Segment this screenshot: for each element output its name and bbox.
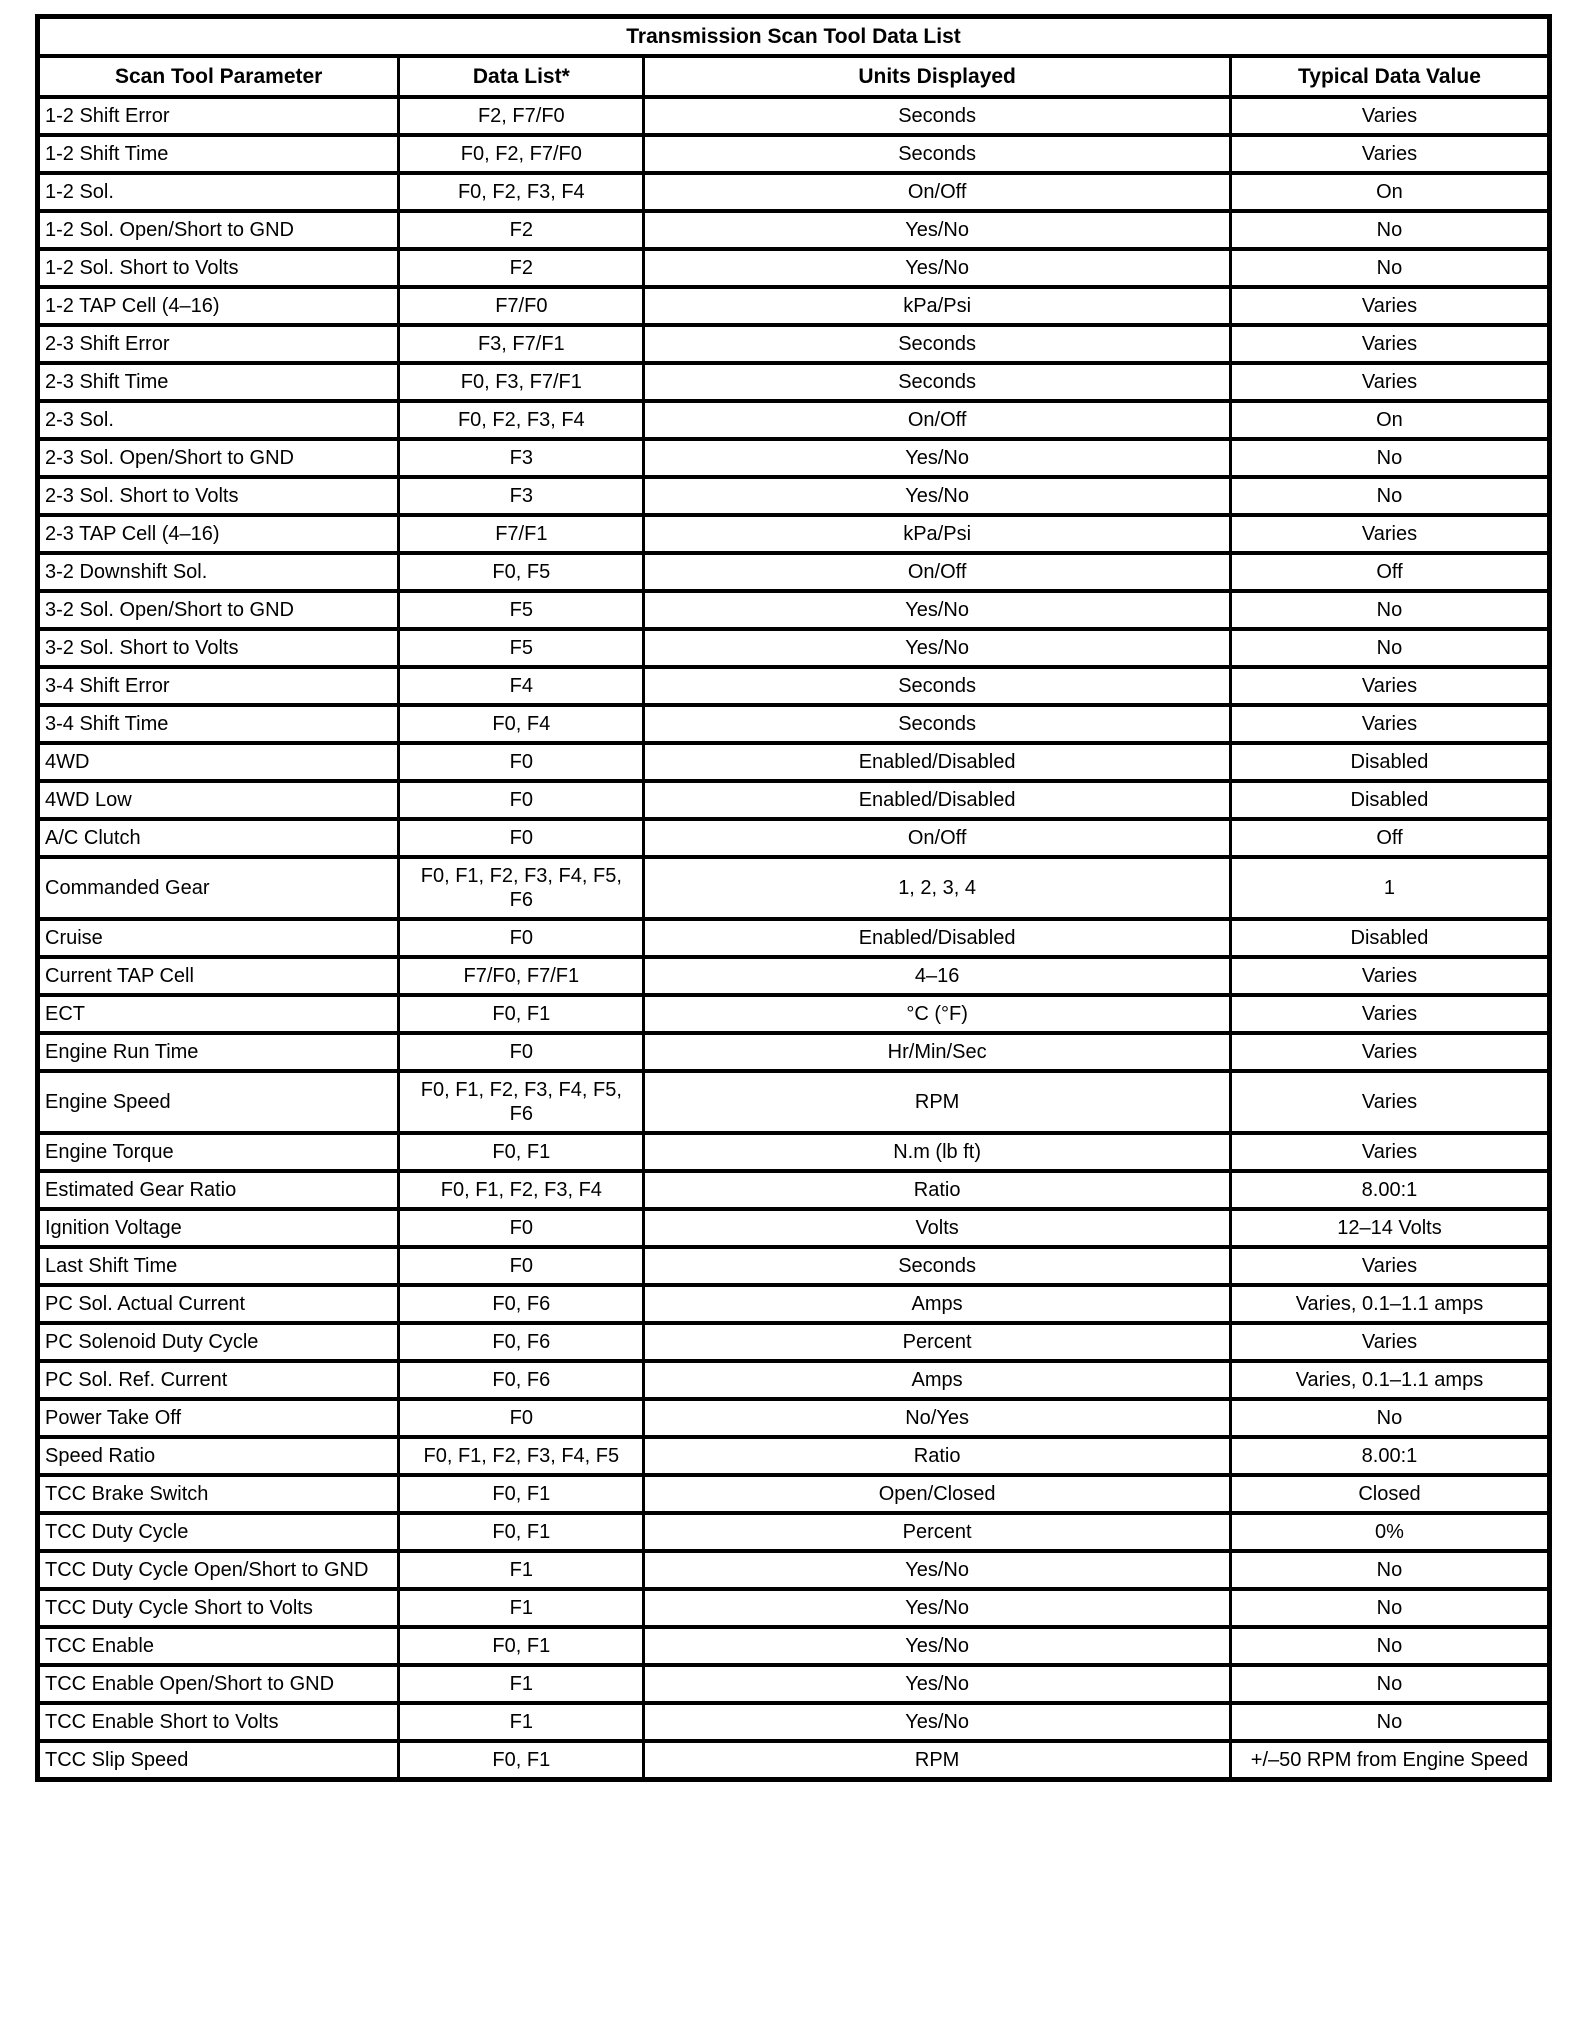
cell-units-displayed: Volts: [644, 1209, 1231, 1247]
cell-scan-tool-parameter: Last Shift Time: [38, 1247, 399, 1285]
cell-typical-data-value: Varies: [1230, 1323, 1549, 1361]
cell-data-list: F0, F1, F2, F3, F4, F5, F6: [399, 857, 644, 919]
cell-scan-tool-parameter: 3-4 Shift Error: [38, 667, 399, 705]
cell-typical-data-value: No: [1230, 1703, 1549, 1741]
cell-data-list: F0, F1: [399, 1741, 644, 1780]
table-row: [38, 1361, 1550, 1399]
cell-scan-tool-parameter: 2-3 Sol.: [38, 401, 399, 439]
table-row: [38, 1323, 1550, 1361]
cell-units-displayed: Ratio: [644, 1171, 1231, 1209]
cell-units-displayed: N.m (lb ft): [644, 1133, 1231, 1171]
cell-typical-data-value: Varies: [1230, 325, 1549, 363]
cell-data-list: F7/F1: [399, 515, 644, 553]
cell-data-list: F0, F6: [399, 1361, 644, 1399]
cell-typical-data-value: Varies: [1230, 667, 1549, 705]
table-row: [38, 211, 1550, 249]
cell-data-list: F3, F7/F1: [399, 325, 644, 363]
cell-data-list: F0, F1: [399, 1133, 644, 1171]
cell-units-displayed: RPM: [644, 1741, 1231, 1780]
cell-units-displayed: Yes/No: [644, 477, 1231, 515]
cell-scan-tool-parameter: 1-2 Sol. Open/Short to GND: [38, 211, 399, 249]
cell-scan-tool-parameter: TCC Enable Open/Short to GND: [38, 1665, 399, 1703]
cell-typical-data-value: 8.00:1: [1230, 1171, 1549, 1209]
cell-units-displayed: Seconds: [644, 667, 1231, 705]
cell-typical-data-value: No: [1230, 249, 1549, 287]
table-row: [38, 173, 1550, 211]
cell-typical-data-value: Disabled: [1230, 919, 1549, 957]
cell-data-list: F7/F0, F7/F1: [399, 957, 644, 995]
cell-scan-tool-parameter: Current TAP Cell: [38, 957, 399, 995]
table-row: [38, 1627, 1550, 1665]
cell-units-displayed: On/Off: [644, 553, 1231, 591]
cell-data-list: F0, F5: [399, 553, 644, 591]
cell-units-displayed: 4–16: [644, 957, 1231, 995]
cell-scan-tool-parameter: 4WD Low: [38, 781, 399, 819]
table-body: [38, 97, 1550, 1780]
cell-units-displayed: Yes/No: [644, 249, 1231, 287]
cell-typical-data-value: Varies: [1230, 705, 1549, 743]
cell-units-displayed: RPM: [644, 1071, 1231, 1133]
table-row: [38, 1209, 1550, 1247]
cell-scan-tool-parameter: Ignition Voltage: [38, 1209, 399, 1247]
table-row: [38, 957, 1550, 995]
cell-data-list: F3: [399, 477, 644, 515]
cell-units-displayed: Percent: [644, 1513, 1231, 1551]
cell-typical-data-value: 8.00:1: [1230, 1437, 1549, 1475]
table-row: [38, 1033, 1550, 1071]
cell-data-list: F0: [399, 1033, 644, 1071]
cell-units-displayed: Seconds: [644, 325, 1231, 363]
cell-data-list: F0: [399, 819, 644, 857]
cell-data-list: F5: [399, 591, 644, 629]
cell-scan-tool-parameter: Engine Torque: [38, 1133, 399, 1171]
cell-data-list: F2, F7/F0: [399, 97, 644, 135]
cell-units-displayed: Ratio: [644, 1437, 1231, 1475]
table-row: [38, 1513, 1550, 1551]
cell-scan-tool-parameter: TCC Enable: [38, 1627, 399, 1665]
table-row: [38, 1399, 1550, 1437]
cell-data-list: F0, F2, F3, F4: [399, 173, 644, 211]
cell-data-list: F5: [399, 629, 644, 667]
cell-units-displayed: Seconds: [644, 1247, 1231, 1285]
cell-units-displayed: 1, 2, 3, 4: [644, 857, 1231, 919]
cell-typical-data-value: Varies: [1230, 1071, 1549, 1133]
cell-typical-data-value: Varies: [1230, 1033, 1549, 1071]
table-header-row: [38, 56, 1550, 97]
cell-typical-data-value: No: [1230, 1399, 1549, 1437]
table-row: [38, 629, 1550, 667]
cell-typical-data-value: Varies: [1230, 515, 1549, 553]
cell-typical-data-value: No: [1230, 1627, 1549, 1665]
cell-data-list: F0, F6: [399, 1323, 644, 1361]
cell-typical-data-value: No: [1230, 591, 1549, 629]
cell-units-displayed: Seconds: [644, 363, 1231, 401]
table-row: [38, 667, 1550, 705]
cell-scan-tool-parameter: 2-3 Shift Time: [38, 363, 399, 401]
cell-data-list: F0, F1, F2, F3, F4: [399, 1171, 644, 1209]
cell-data-list: F3: [399, 439, 644, 477]
cell-units-displayed: On/Off: [644, 819, 1231, 857]
cell-scan-tool-parameter: 1-2 Sol. Short to Volts: [38, 249, 399, 287]
table-row: [38, 781, 1550, 819]
cell-typical-data-value: 0%: [1230, 1513, 1549, 1551]
cell-units-displayed: Yes/No: [644, 591, 1231, 629]
cell-data-list: F0, F3, F7/F1: [399, 363, 644, 401]
table-title-row: [38, 17, 1550, 57]
cell-units-displayed: Yes/No: [644, 1551, 1231, 1589]
cell-scan-tool-parameter: 2-3 Shift Error: [38, 325, 399, 363]
cell-scan-tool-parameter: 1-2 Sol.: [38, 173, 399, 211]
cell-units-displayed: Enabled/Disabled: [644, 743, 1231, 781]
cell-units-displayed: Enabled/Disabled: [644, 781, 1231, 819]
cell-typical-data-value: Off: [1230, 553, 1549, 591]
cell-data-list: F0: [399, 919, 644, 957]
cell-scan-tool-parameter: Commanded Gear: [38, 857, 399, 919]
cell-data-list: F0, F1: [399, 1475, 644, 1513]
cell-data-list: F0, F2, F3, F4: [399, 401, 644, 439]
cell-units-displayed: Open/Closed: [644, 1475, 1231, 1513]
cell-scan-tool-parameter: 3-4 Shift Time: [38, 705, 399, 743]
cell-scan-tool-parameter: Engine Run Time: [38, 1033, 399, 1071]
cell-units-displayed: kPa/Psi: [644, 287, 1231, 325]
cell-data-list: F0, F2, F7/F0: [399, 135, 644, 173]
cell-units-displayed: Yes/No: [644, 211, 1231, 249]
cell-typical-data-value: +/–50 RPM from Engine Speed: [1230, 1741, 1549, 1780]
cell-typical-data-value: No: [1230, 477, 1549, 515]
cell-data-list: F1: [399, 1551, 644, 1589]
cell-units-displayed: Seconds: [644, 705, 1231, 743]
column-header-scan-tool-parameter: Scan Tool Parameter: [38, 56, 399, 97]
cell-typical-data-value: Varies: [1230, 957, 1549, 995]
cell-typical-data-value: No: [1230, 1665, 1549, 1703]
cell-scan-tool-parameter: Engine Speed: [38, 1071, 399, 1133]
table-row: [38, 1475, 1550, 1513]
table-row: [38, 1741, 1550, 1780]
cell-units-displayed: Enabled/Disabled: [644, 919, 1231, 957]
table-row: [38, 325, 1550, 363]
cell-data-list: F7/F0: [399, 287, 644, 325]
cell-scan-tool-parameter: TCC Duty Cycle Short to Volts: [38, 1589, 399, 1627]
cell-units-displayed: Seconds: [644, 135, 1231, 173]
cell-units-displayed: Yes/No: [644, 629, 1231, 667]
cell-typical-data-value: Disabled: [1230, 781, 1549, 819]
cell-units-displayed: Seconds: [644, 97, 1231, 135]
cell-scan-tool-parameter: TCC Duty Cycle Open/Short to GND: [38, 1551, 399, 1589]
cell-scan-tool-parameter: ECT: [38, 995, 399, 1033]
cell-scan-tool-parameter: PC Sol. Ref. Current: [38, 1361, 399, 1399]
cell-data-list: F0, F1: [399, 1627, 644, 1665]
cell-units-displayed: Percent: [644, 1323, 1231, 1361]
cell-scan-tool-parameter: TCC Brake Switch: [38, 1475, 399, 1513]
table-row: [38, 1247, 1550, 1285]
table-title: Transmission Scan Tool Data List: [38, 17, 1550, 57]
cell-scan-tool-parameter: A/C Clutch: [38, 819, 399, 857]
cell-units-displayed: Yes/No: [644, 1665, 1231, 1703]
cell-units-displayed: Amps: [644, 1361, 1231, 1399]
cell-units-displayed: Yes/No: [644, 1589, 1231, 1627]
cell-typical-data-value: 12–14 Volts: [1230, 1209, 1549, 1247]
table-row: [38, 1703, 1550, 1741]
cell-data-list: F1: [399, 1665, 644, 1703]
table-row: [38, 995, 1550, 1033]
cell-typical-data-value: Closed: [1230, 1475, 1549, 1513]
cell-typical-data-value: Varies, 0.1–1.1 amps: [1230, 1285, 1549, 1323]
table-row: [38, 857, 1550, 919]
cell-data-list: F2: [399, 249, 644, 287]
table-row: [38, 743, 1550, 781]
table-row: [38, 591, 1550, 629]
cell-typical-data-value: Disabled: [1230, 743, 1549, 781]
cell-typical-data-value: No: [1230, 1589, 1549, 1627]
cell-scan-tool-parameter: 1-2 Shift Error: [38, 97, 399, 135]
cell-scan-tool-parameter: 2-3 Sol. Short to Volts: [38, 477, 399, 515]
cell-units-displayed: Yes/No: [644, 1627, 1231, 1665]
table-row: [38, 1285, 1550, 1323]
transmission-scan-tool-data-table: [35, 14, 1552, 1782]
table-row: [38, 1133, 1550, 1171]
table-row: [38, 819, 1550, 857]
cell-scan-tool-parameter: Estimated Gear Ratio: [38, 1171, 399, 1209]
cell-typical-data-value: No: [1230, 629, 1549, 667]
table-row: [38, 287, 1550, 325]
table-row: [38, 705, 1550, 743]
cell-typical-data-value: Varies, 0.1–1.1 amps: [1230, 1361, 1549, 1399]
cell-data-list: F4: [399, 667, 644, 705]
cell-data-list: F0, F1, F2, F3, F4, F5: [399, 1437, 644, 1475]
cell-units-displayed: On/Off: [644, 173, 1231, 211]
cell-typical-data-value: On: [1230, 173, 1549, 211]
column-header-units-displayed: Units Displayed: [644, 56, 1231, 97]
cell-data-list: F0, F6: [399, 1285, 644, 1323]
cell-data-list: F0: [399, 1247, 644, 1285]
cell-scan-tool-parameter: TCC Enable Short to Volts: [38, 1703, 399, 1741]
table-row: [38, 1665, 1550, 1703]
table-row: [38, 1071, 1550, 1133]
table-row: [38, 1437, 1550, 1475]
cell-data-list: F1: [399, 1589, 644, 1627]
table-row: [38, 97, 1550, 135]
table-row: [38, 1171, 1550, 1209]
cell-units-displayed: Hr/Min/Sec: [644, 1033, 1231, 1071]
table-row: [38, 477, 1550, 515]
cell-scan-tool-parameter: Power Take Off: [38, 1399, 399, 1437]
cell-scan-tool-parameter: PC Solenoid Duty Cycle: [38, 1323, 399, 1361]
cell-units-displayed: Yes/No: [644, 439, 1231, 477]
cell-scan-tool-parameter: 1-2 Shift Time: [38, 135, 399, 173]
cell-typical-data-value: Varies: [1230, 287, 1549, 325]
cell-units-displayed: No/Yes: [644, 1399, 1231, 1437]
cell-scan-tool-parameter: 1-2 TAP Cell (4–16): [38, 287, 399, 325]
cell-typical-data-value: Off: [1230, 819, 1549, 857]
table-row: [38, 249, 1550, 287]
cell-units-displayed: Amps: [644, 1285, 1231, 1323]
cell-scan-tool-parameter: 3-2 Downshift Sol.: [38, 553, 399, 591]
cell-units-displayed: kPa/Psi: [644, 515, 1231, 553]
cell-typical-data-value: On: [1230, 401, 1549, 439]
table-row: [38, 515, 1550, 553]
cell-typical-data-value: No: [1230, 1551, 1549, 1589]
table-row: [38, 135, 1550, 173]
cell-units-displayed: °C (°F): [644, 995, 1231, 1033]
cell-data-list: F1: [399, 1703, 644, 1741]
cell-data-list: F0: [399, 781, 644, 819]
cell-data-list: F2: [399, 211, 644, 249]
cell-typical-data-value: No: [1230, 439, 1549, 477]
cell-typical-data-value: No: [1230, 211, 1549, 249]
cell-scan-tool-parameter: 2-3 Sol. Open/Short to GND: [38, 439, 399, 477]
cell-typical-data-value: Varies: [1230, 135, 1549, 173]
cell-scan-tool-parameter: 3-2 Sol. Short to Volts: [38, 629, 399, 667]
cell-data-list: F0: [399, 1209, 644, 1247]
cell-scan-tool-parameter: TCC Slip Speed: [38, 1741, 399, 1780]
cell-data-list: F0, F1: [399, 995, 644, 1033]
cell-scan-tool-parameter: 2-3 TAP Cell (4–16): [38, 515, 399, 553]
cell-scan-tool-parameter: TCC Duty Cycle: [38, 1513, 399, 1551]
cell-data-list: F0, F1: [399, 1513, 644, 1551]
cell-scan-tool-parameter: 4WD: [38, 743, 399, 781]
cell-scan-tool-parameter: PC Sol. Actual Current: [38, 1285, 399, 1323]
cell-scan-tool-parameter: Cruise: [38, 919, 399, 957]
table-row: [38, 439, 1550, 477]
column-header-data-list: Data List*: [399, 56, 644, 97]
table-row: [38, 919, 1550, 957]
cell-scan-tool-parameter: Speed Ratio: [38, 1437, 399, 1475]
cell-data-list: F0, F4: [399, 705, 644, 743]
table-row: [38, 1589, 1550, 1627]
table-row: [38, 553, 1550, 591]
cell-typical-data-value: Varies: [1230, 97, 1549, 135]
cell-units-displayed: Yes/No: [644, 1703, 1231, 1741]
cell-typical-data-value: Varies: [1230, 1133, 1549, 1171]
cell-data-list: F0: [399, 1399, 644, 1437]
cell-data-list: F0, F1, F2, F3, F4, F5, F6: [399, 1071, 644, 1133]
cell-typical-data-value: Varies: [1230, 1247, 1549, 1285]
cell-typical-data-value: Varies: [1230, 995, 1549, 1033]
cell-typical-data-value: 1: [1230, 857, 1549, 919]
column-header-typical-data-value: Typical Data Value: [1230, 56, 1549, 97]
table-row: [38, 401, 1550, 439]
cell-scan-tool-parameter: 3-2 Sol. Open/Short to GND: [38, 591, 399, 629]
cell-units-displayed: On/Off: [644, 401, 1231, 439]
cell-data-list: F0: [399, 743, 644, 781]
cell-typical-data-value: Varies: [1230, 363, 1549, 401]
table-row: [38, 363, 1550, 401]
table-row: [38, 1551, 1550, 1589]
